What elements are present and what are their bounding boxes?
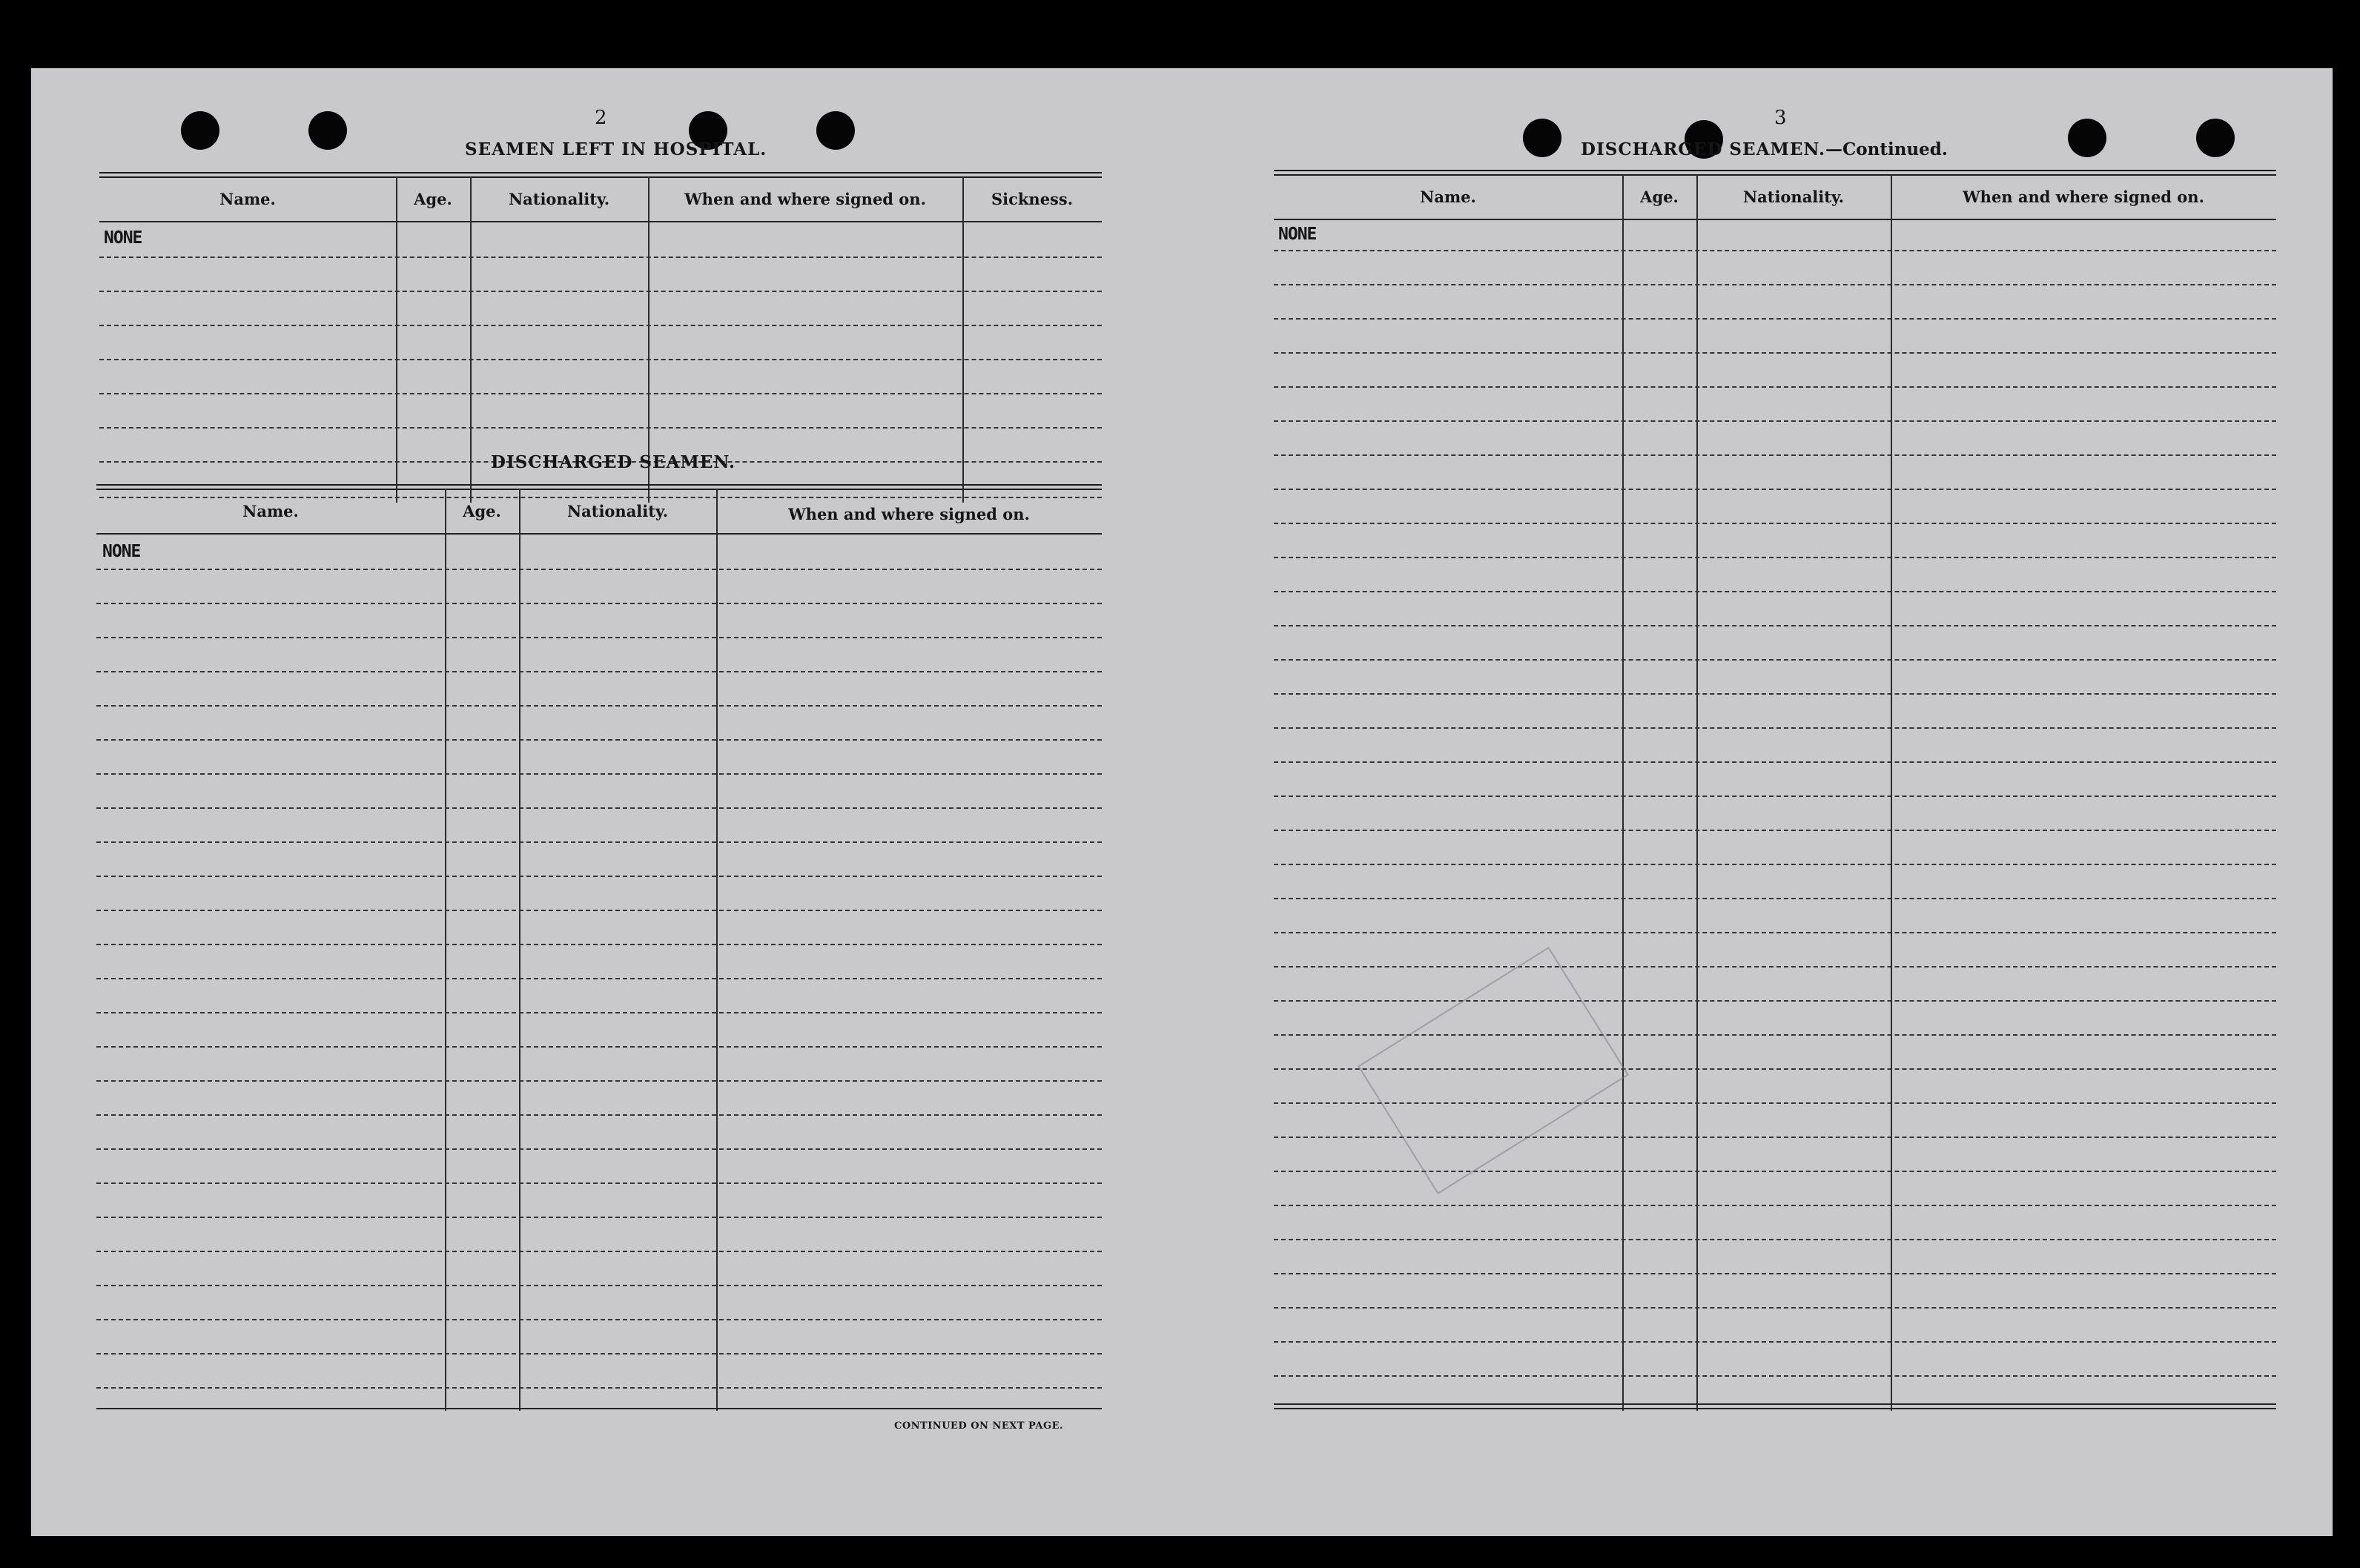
column-header-nationality: Nationality. — [566, 502, 669, 520]
column-header-name: Name. — [1420, 188, 1476, 206]
entry-none: NONE — [1278, 225, 1317, 244]
punch-hole — [1523, 119, 1561, 157]
continued-note: CONTINUED ON NEXT PAGE. — [894, 1420, 1063, 1432]
column-header-age: Age. — [1640, 188, 1679, 206]
entry-none: NONE — [102, 542, 141, 561]
discharged-table — [96, 484, 1102, 1411]
left-page — [31, 68, 1182, 1536]
column-header-nationality: Nationality. — [1742, 188, 1845, 206]
right-page — [1182, 68, 2333, 1536]
column-header-name: Name. — [219, 190, 276, 208]
punch-hole — [816, 111, 855, 150]
column-header-age: Age. — [414, 190, 452, 208]
column-header-signed-on: When and where signed on. — [788, 505, 1030, 523]
document-sheet — [31, 68, 2333, 1536]
column-header-age: Age. — [463, 502, 501, 520]
punch-hole — [2196, 119, 2235, 157]
page-number: 3 — [1774, 107, 1787, 129]
punch-hole — [308, 111, 347, 150]
discharged-continued-table — [1274, 170, 2276, 1412]
column-header-signed-on: When and where signed on. — [684, 190, 926, 208]
column-header-nationality: Nationality. — [508, 190, 610, 208]
column-header-signed-on: When and where signed on. — [1963, 188, 2204, 206]
page-number: 2 — [595, 107, 607, 129]
discharged-section-title: DISCHARGED SEAMEN. — [491, 452, 736, 472]
hospital-section-title: SEAMEN LEFT IN HOSPITAL. — [465, 139, 767, 159]
column-header-sickness: Sickness. — [991, 190, 1074, 208]
discharged-continued-title — [1581, 139, 1948, 159]
punch-hole — [181, 111, 219, 150]
title-main: DISCHARGED SEAMEN. — [1581, 139, 1825, 159]
entry-none: NONE — [104, 228, 142, 248]
punch-hole — [2068, 119, 2106, 157]
column-header-name: Name. — [242, 502, 299, 520]
title-suffix: —Continued. — [1825, 139, 1948, 159]
